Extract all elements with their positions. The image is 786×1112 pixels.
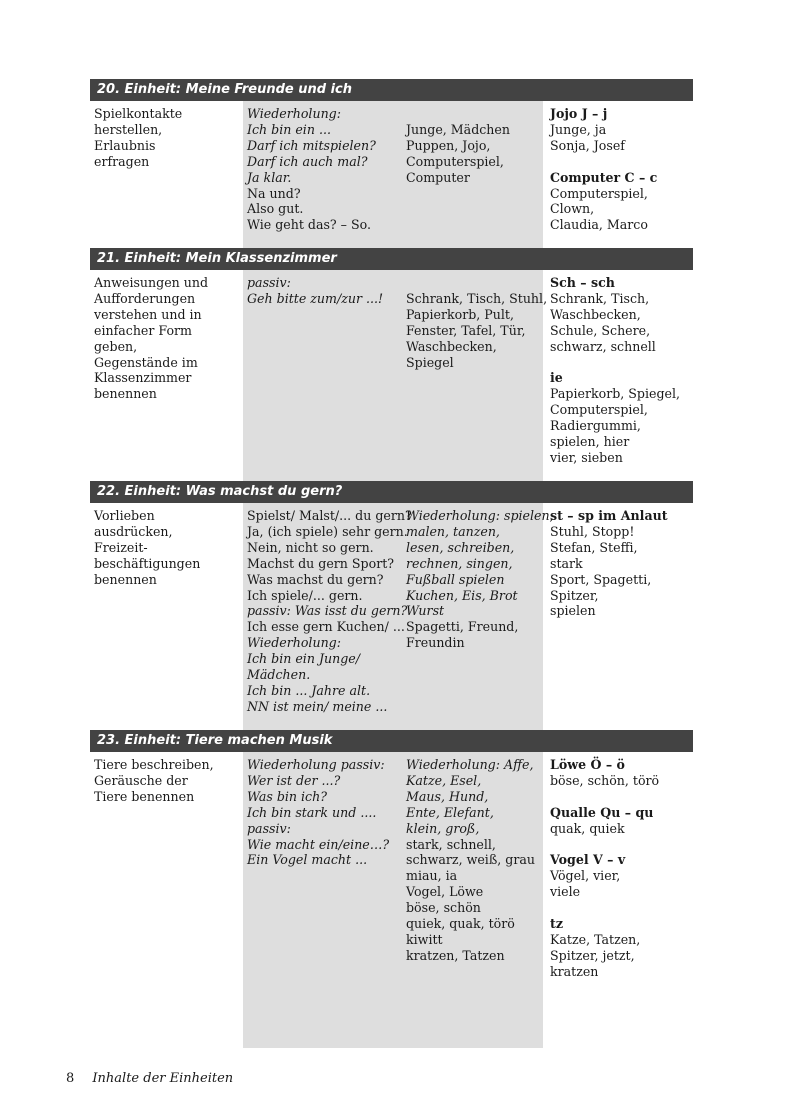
text-line: Maus, Hund,: [406, 788, 489, 804]
column-goals: [94, 275, 242, 402]
text-line: Waschbecken,: [550, 306, 641, 322]
text-line: Spielst/ Malst/... du gern?: [247, 508, 412, 523]
text-line: Darf ich auch mal?: [247, 153, 368, 169]
column-goals: [94, 106, 242, 170]
text-line: st – sp im Anlaut: [550, 508, 668, 523]
text-line: stark: [550, 555, 583, 571]
text-line: Darf ich mitspielen?: [247, 137, 376, 153]
text-line: tz: [550, 916, 563, 932]
text-line: Vögel, vier,: [550, 868, 621, 884]
text-line: spielen, hier: [550, 434, 630, 450]
text-line: kratzen, Tatzen: [406, 947, 505, 963]
column-phrases: [247, 508, 412, 715]
unit-header: 20. Einheit: Meine Freunde und ich: [90, 79, 693, 101]
column-phrases: [247, 275, 407, 307]
text-line: [550, 789, 690, 805]
text-line: lesen, schreiben,: [406, 539, 515, 555]
text-line: Mädchen.: [247, 667, 311, 683]
text-line: Schrank, Tisch,: [550, 290, 650, 306]
text-line: schwarz, weiß, grau: [406, 852, 535, 868]
text-line: stark, schnell,: [406, 836, 496, 852]
text-line: Wiederholung: spielen,: [406, 508, 554, 523]
column-vocabulary: [406, 508, 554, 651]
text-line: Ich esse gern Kuchen/ ...: [247, 619, 405, 635]
text-line: ausdrücken,: [94, 523, 173, 539]
text-line: [550, 355, 690, 371]
text-line: Ein Vogel macht ...: [247, 852, 368, 868]
text-line: Ja, (ich spiele) sehr gern.: [247, 523, 408, 539]
text-line: Freizeit-: [94, 539, 148, 555]
text-line: Vogel, Löwe: [406, 884, 484, 900]
text-line: Tiere beschreiben,: [94, 757, 214, 772]
column-phrases: [247, 757, 407, 868]
text-line: herstellen,: [94, 121, 163, 137]
text-line: Computerspiel,: [550, 185, 648, 201]
text-line: benennen: [94, 386, 157, 402]
text-line: Kuchen, Eis, Brot: [406, 587, 518, 603]
text-line: quak, quiek: [550, 820, 625, 836]
unit-header: 21. Einheit: Mein Klassenzimmer: [90, 248, 693, 270]
text-line: Wer ist der ...?: [247, 772, 341, 788]
text-line: Klassenzimmer: [94, 370, 192, 386]
text-line: Junge, Mädchen: [406, 121, 510, 137]
column-phonics: [550, 106, 690, 233]
text-line: Wurst: [406, 603, 445, 619]
text-line: Freundin: [406, 635, 465, 651]
text-line: Ich bin ... Jahre alt.: [247, 682, 371, 698]
text-line: Sport, Spagetti,: [550, 571, 652, 587]
text-line: Geräusche der: [94, 772, 188, 788]
text-line: böse, schön: [406, 900, 481, 916]
text-line: Wiederholung: Affe,: [406, 757, 534, 772]
text-line: Katze, Esel,: [406, 772, 482, 788]
text-line: Sonja, Josef: [550, 137, 625, 153]
text-line: Gegenstände im: [94, 354, 198, 370]
column-vocabulary: [406, 106, 546, 186]
text-line: Schule, Schere,: [550, 322, 651, 338]
text-line: kiwitt: [406, 931, 443, 947]
column-phonics: [550, 275, 690, 466]
column-phonics: [550, 508, 690, 619]
column-goals: [94, 757, 242, 805]
text-line: miau, ia: [406, 868, 458, 884]
text-line: vier, sieben: [550, 449, 623, 465]
text-line: Qualle Qu – qu: [550, 804, 654, 820]
text-line: Spagetti, Freund,: [406, 619, 519, 635]
text-line: Vogel V – v: [550, 852, 626, 868]
text-line: Fenster, Tafel, Tür,: [406, 322, 526, 338]
text-line: Clown,: [550, 201, 595, 217]
text-line: Spiegel: [406, 354, 454, 370]
text-line: Ich bin ein Junge/: [247, 651, 360, 667]
text-line: [406, 275, 546, 291]
text-line: Ich bin ein ...: [247, 121, 331, 137]
text-line: Also gut.: [247, 201, 304, 217]
text-line: Anweisungen und: [94, 275, 209, 290]
text-line: Schrank, Tisch, Stuhl,: [406, 290, 548, 306]
text-line: malen, tanzen,: [406, 523, 500, 539]
text-line: beschäftigungen: [94, 555, 201, 571]
text-line: NN ist mein/ meine ...: [247, 698, 388, 714]
text-line: Papierkorb, Spiegel,: [550, 386, 680, 402]
text-line: [550, 900, 690, 916]
text-line: passiv: Was isst du gern?: [247, 603, 408, 619]
text-line: Ente, Elefant,: [406, 804, 494, 820]
text-line: Radiergummi,: [550, 418, 641, 434]
text-line: Wie geht das? – So.: [247, 217, 371, 233]
text-line: Fußball spielen: [406, 571, 505, 587]
text-line: Na und?: [247, 185, 301, 201]
text-line: passiv:: [247, 820, 291, 836]
text-line: Spitzer, jetzt,: [550, 947, 635, 963]
text-line: Wie macht ein/eine…?: [247, 836, 390, 852]
text-line: böse, schön, törö: [550, 772, 660, 788]
text-line: Jojo J – j: [550, 106, 608, 121]
text-line: Spielkontakte: [94, 106, 183, 121]
text-line: Wiederholung:: [247, 106, 341, 121]
text-line: Ich bin stark und ....: [247, 804, 377, 820]
text-line: Claudia, Marco: [550, 217, 648, 233]
text-line: Waschbecken,: [406, 338, 497, 354]
unit-header: 23. Einheit: Tiere machen Musik: [90, 730, 693, 752]
text-line: Puppen, Jojo,: [406, 137, 491, 153]
text-line: rechnen, singen,: [406, 555, 513, 571]
text-line: Papierkorb, Pult,: [406, 306, 514, 322]
column-goals: [94, 508, 242, 588]
text-line: Computer: [406, 169, 470, 185]
column-vocabulary: [406, 275, 546, 370]
page-footer: [66, 1071, 233, 1087]
text-line: Löwe Ö – ö: [550, 757, 625, 772]
text-line: klein, groß,: [406, 820, 480, 836]
text-line: Geh bitte zum/zur ...!: [247, 290, 384, 306]
text-line: Machst du gern Sport?: [247, 555, 395, 571]
text-line: schwarz, schnell: [550, 338, 656, 354]
column-phrases: [247, 106, 407, 233]
text-line: Sch – sch: [550, 275, 615, 290]
text-line: ie: [550, 370, 563, 386]
text-line: quiek, quak, törö: [406, 916, 515, 932]
column-vocabulary: [406, 757, 546, 964]
text-line: Aufforderungen: [94, 290, 196, 306]
text-line: Wiederholung:: [247, 635, 341, 651]
text-line: Erlaubnis: [94, 137, 156, 153]
page-number: 8: [66, 1071, 75, 1086]
text-line: einfacher Form: [94, 322, 192, 338]
text-line: Vorlieben: [94, 508, 155, 523]
text-line: erfragen: [94, 153, 150, 169]
text-line: Computerspiel,: [406, 153, 504, 169]
unit-21: [90, 248, 693, 465]
text-line: Computer C – c: [550, 169, 658, 185]
unit-23: [90, 730, 693, 979]
text-line: Stefan, Steffi,: [550, 539, 638, 555]
footer-title: Inhalte der Einheiten: [92, 1071, 234, 1086]
text-line: [550, 154, 690, 170]
text-line: Spitzer,: [550, 587, 599, 603]
text-line: Katze, Tatzen,: [550, 931, 641, 947]
text-line: Computerspiel,: [550, 402, 648, 418]
column-phonics: [550, 757, 690, 980]
unit-22: [90, 481, 693, 714]
text-line: [550, 837, 690, 853]
text-line: Wiederholung passiv:: [247, 757, 385, 772]
text-line: [406, 106, 546, 122]
text-line: Nein, nicht so gern.: [247, 539, 374, 555]
text-line: geben,: [94, 338, 138, 354]
text-line: viele: [550, 884, 581, 900]
text-line: benennen: [94, 571, 157, 587]
text-line: Was machst du gern?: [247, 571, 384, 587]
text-line: Stuhl, Stopp!: [550, 523, 635, 539]
text-line: Was bin ich?: [247, 788, 327, 804]
text-line: Tiere benennen: [94, 788, 195, 804]
text-line: verstehen und in: [94, 306, 202, 322]
text-line: passiv:: [247, 275, 291, 290]
text-line: Junge, ja: [550, 121, 607, 137]
text-line: Ja klar.: [247, 169, 292, 185]
text-line: Ich spiele/... gern.: [247, 587, 363, 603]
unit-header: 22. Einheit: Was machst du gern?: [90, 481, 693, 503]
text-line: kratzen: [550, 963, 599, 979]
unit-20: [90, 79, 693, 233]
text-line: spielen: [550, 603, 596, 619]
